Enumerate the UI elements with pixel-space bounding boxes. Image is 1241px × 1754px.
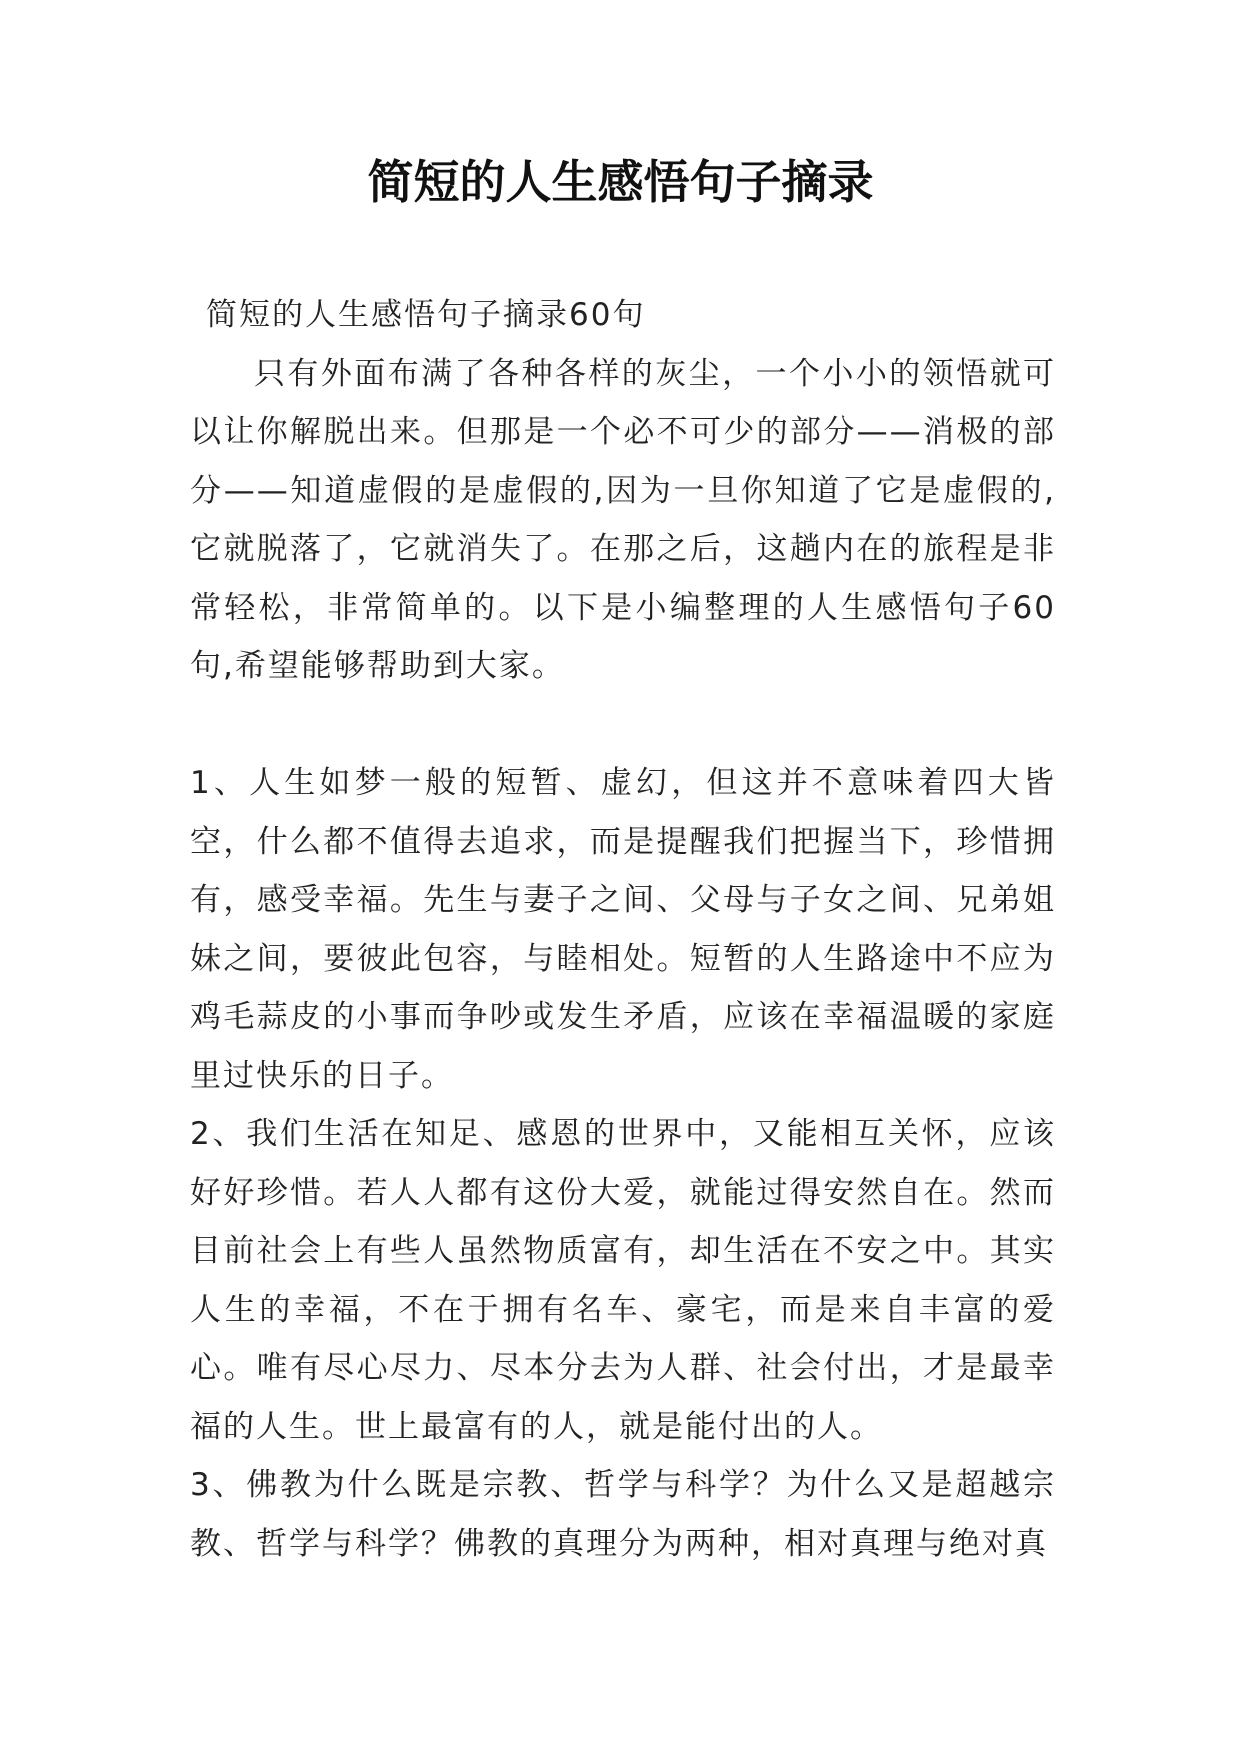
quote-item-3: 3、佛教为什么既是宗教、哲学与科学？为什么又是超越宗教、哲学与科学？佛教的真理分为两种，相对真理与绝对真 [190, 1467, 1056, 1562]
intro-paragraph: 只有外面布满了各种各样的灰尘，一个小小的领悟就可以让你解脱出来。但那是一个必不可少的部分——消极的部分——知道虚假的是虚假的,因为一旦你知道了它是虚假的,它就脱落了，它就消失了。在那之后，这趟内在的旅程是非常轻松，非常简单的。以下是小编整理的人生感悟句子60句,希望能够帮助到大家。 [190, 355, 1056, 684]
quote-item-1: 1、人生如梦一般的短暂、虚幻，但这并不意味着四大皆空，什么都不值得去追求，而是提醒我们把握当下，珍惜拥有，感受幸福。先生与妻子之间、父母与子女之间、兄弟姐妹之间，要彼此包容，与睦相处。短暂的人生路途中不应为鸡毛蒜皮的小事而争吵或发生矛盾，应该在幸福温暖的家庭里过快乐的日子。 [190, 765, 1056, 1094]
quote-item-2: 2、我们生活在知足、感恩的世界中，又能相互关怀，应该好好珍惜。若人人都有这份大爱，就能过得安然自在。然而目前社会上有些人虽然物质富有，却生活在不安之中。其实人生的幸福，不在于拥有名车、豪宅，而是来自丰富的爱心。唯有尽心尽力、尽本分去为人群、社会付出，才是最幸福的人生。世上最富有的人，就是能付出的人。 [190, 1116, 1056, 1445]
document-title: 简短的人生感悟句子摘录 [367, 155, 874, 209]
document-subtitle: 简短的人生感悟句子摘录60句 [206, 297, 646, 333]
quote-list [190, 754, 1056, 1573]
document-body [190, 286, 1056, 1573]
